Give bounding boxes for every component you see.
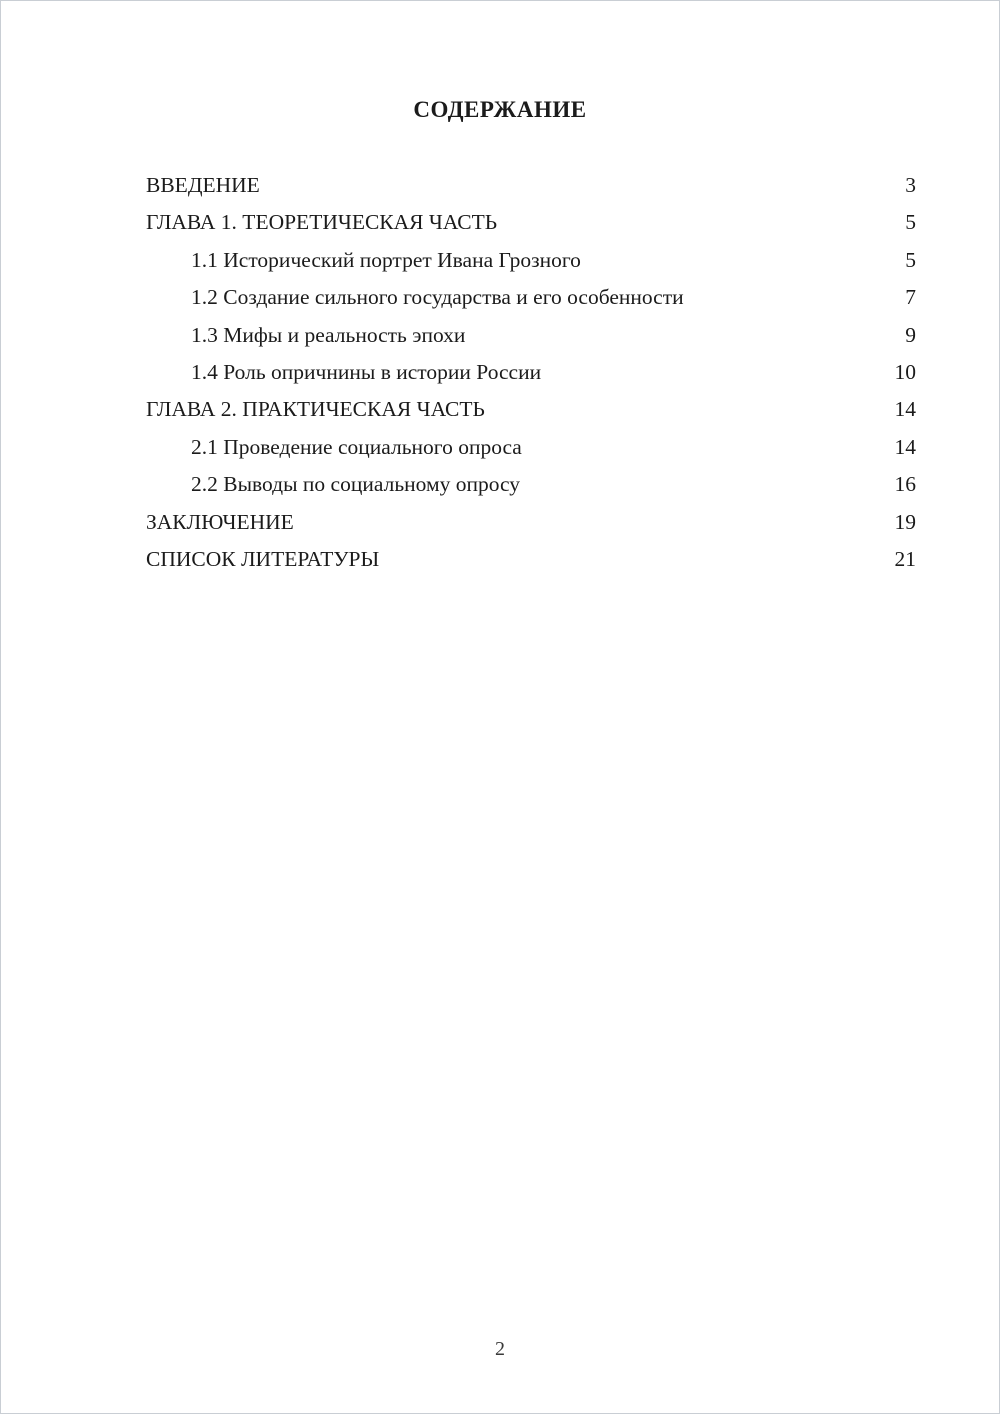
toc-entry-page: 5 (905, 247, 916, 272)
table-of-contents (1, 167, 999, 578)
toc-entry-page: 9 (905, 322, 916, 347)
toc-entry-label: 1.1 Исторический портрет Ивана Грозного (191, 247, 581, 272)
toc-entry-label: 2.2 Выводы по социальному опросу (191, 472, 521, 497)
toc-entry (146, 167, 916, 204)
toc-entry-page: 21 (894, 547, 916, 572)
toc-entry-page: 3 (905, 173, 916, 197)
toc-entry (146, 429, 916, 466)
toc-entry (146, 279, 916, 316)
toc-entry-label: 1.3 Мифы и реальность эпохи (191, 322, 466, 347)
toc-entry-page: 7 (905, 285, 916, 310)
toc-entry (146, 466, 916, 503)
toc-entry-label: ГЛАВА 2. ПРАКТИЧЕСКАЯ ЧАСТЬ (146, 397, 485, 422)
toc-entry-page: 5 (905, 210, 916, 235)
toc-entry-label: 1.2 Создание сильного государства и его особенности (191, 285, 684, 310)
toc-entry-page: 10 (894, 360, 916, 385)
toc-entry-label: ЗАКЛЮЧЕНИЕ (146, 509, 294, 534)
toc-entry (146, 204, 916, 241)
toc-entry-label: ГЛАВА 1. ТЕОРЕТИЧЕСКАЯ ЧАСТЬ (146, 210, 498, 235)
toc-entry (146, 242, 916, 279)
toc-entry-page: 14 (894, 434, 916, 459)
toc-entry (146, 317, 916, 354)
toc-entry-page: 14 (894, 397, 916, 422)
toc-entry (146, 391, 916, 428)
toc-entry-label: ВВЕДЕНИЕ (146, 173, 260, 197)
toc-entry-label: 2.1 Проведение социального опроса (191, 434, 522, 459)
toc-entry (146, 504, 916, 541)
toc-entry (146, 354, 916, 391)
page-number: 2 (495, 1338, 505, 1360)
toc-entry-page: 19 (894, 509, 916, 534)
toc-entry-label: СПИСОК ЛИТЕРАТУРЫ (146, 547, 380, 572)
toc-entry (146, 541, 916, 578)
toc-entry-label: 1.4 Роль опричнины в истории России (191, 360, 542, 385)
page-title: СОДЕРЖАНИЕ (413, 97, 587, 122)
toc-entry-page: 16 (894, 472, 916, 497)
